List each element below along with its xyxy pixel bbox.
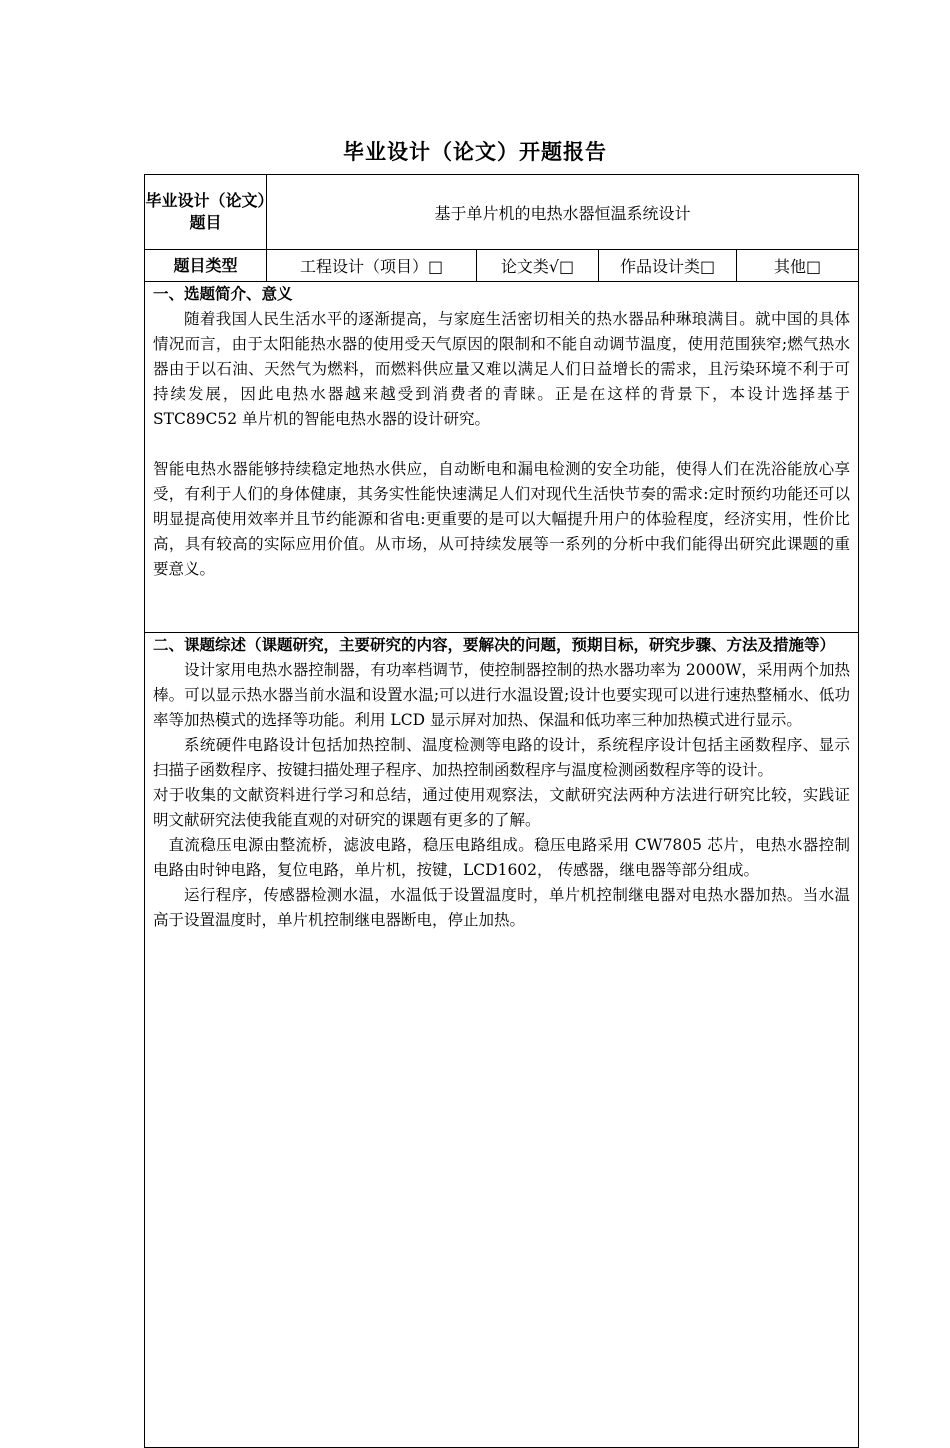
type-label: 题目类型: [145, 250, 267, 282]
topic-label: 毕业设计（论文）题目: [145, 175, 267, 250]
topic-row: [145, 175, 859, 250]
section2-paragraph: 运行程序，传感器检测水温，水温低于设置温度时，单片机控制继电器对电热水器加热。当水温高于设置温度时，单片机控制继电器断电，停止加热。: [153, 886, 851, 929]
section2-paragraph: 对于收集的文献资料进行学习和总结，通过使用观察法，文献研究法两种方法进行研究比较，实践证明文献研究法使我能直观的对研究的课题有更多的了解。: [153, 786, 851, 829]
report-table: [144, 174, 859, 1448]
section1-heading: 一、选题简介、意义: [153, 285, 293, 303]
page-title: 毕业设计（论文）开题报告: [343, 140, 607, 164]
section2-row: [145, 633, 859, 1448]
section2-heading: 二、课题综述（课题研究，主要研究的内容，要解决的问题，预期目标，研究步骤、方法及措施等）: [153, 636, 836, 654]
section2-cell: [145, 633, 859, 1448]
section1-paragraph: 随着我国人民生活水平的逐渐提高，与家庭生活密切相关的热水器品种琳琅满目。就中国的具体情况而言，由于太阳能热水器的使用受天气原因的限制和不能自动调节温度，使用范围狭窄;燃气热水器由于以石油、天然气为燃料，而燃料供应量又难以满足人们日益增长的需求，且污染环境不利于可持续发展，因此电热水器越来越受到消费者的青睐。正是在这样的背景下，本设计选择基于 STC89C52 单片机的智能电热水器的设计研究。: [153, 310, 851, 428]
type-option-work: 作品设计类□: [599, 250, 737, 282]
type-row: [145, 250, 859, 282]
type-option-engineering: 工程设计（项目）□: [267, 250, 477, 282]
type-option-thesis: 论文类√□: [477, 250, 599, 282]
type-option-other: 其他□: [737, 250, 859, 282]
section1-row: [145, 282, 859, 633]
section2-paragraph: 系统硬件电路设计包括加热控制、温度检测等电路的设计，系统程序设计包括主函数程序、显示扫描子函数程序、按键扫描处理子程序、加热控制函数程序与温度检测函数程序等的设计。: [153, 736, 851, 779]
section1-paragraph: 智能电热水器能够持续稳定地热水供应，自动断电和漏电检测的安全功能，使得人们在洗浴能放心享受，有利于人们的身体健康，其务实性能快速满足人们对现代生活快节奏的需求:定时预约功能还可以明显提高使用效率并且节约能源和省电:更重要的是可以大幅提升用户的体验程度，经济实用，性价比高，具有较高的实际应用价值。从市场，从可持续发展等一系列的分析中我们能得出研究此课题的重要意义。: [153, 460, 851, 578]
section2-paragraph: 直流稳压电源由整流桥，滤波电路，稳压电路组成。稳压电路采用 CW7805 芯片，电热水器控制电路由时钟电路，复位电路，单片机，按键，LCD1602， 传感器，继电器等部分组成。: [153, 836, 851, 879]
section1-cell: [145, 282, 859, 633]
topic-value: 基于单片机的电热水器恒温系统设计: [267, 175, 859, 250]
section2-paragraph: 设计家用电热水器控制器，有功率档调节，使控制器控制的热水器功率为 2000W，采用两个加热棒。可以显示热水器当前水温和设置水温;可以进行水温设置;设计也要实现可以进行速热整桶水、低功率等加热模式的选择等功能。利用 LCD 显示屏对加热、保温和低功率三种加热模式进行显示。: [153, 661, 851, 729]
blank-line: [153, 432, 850, 457]
